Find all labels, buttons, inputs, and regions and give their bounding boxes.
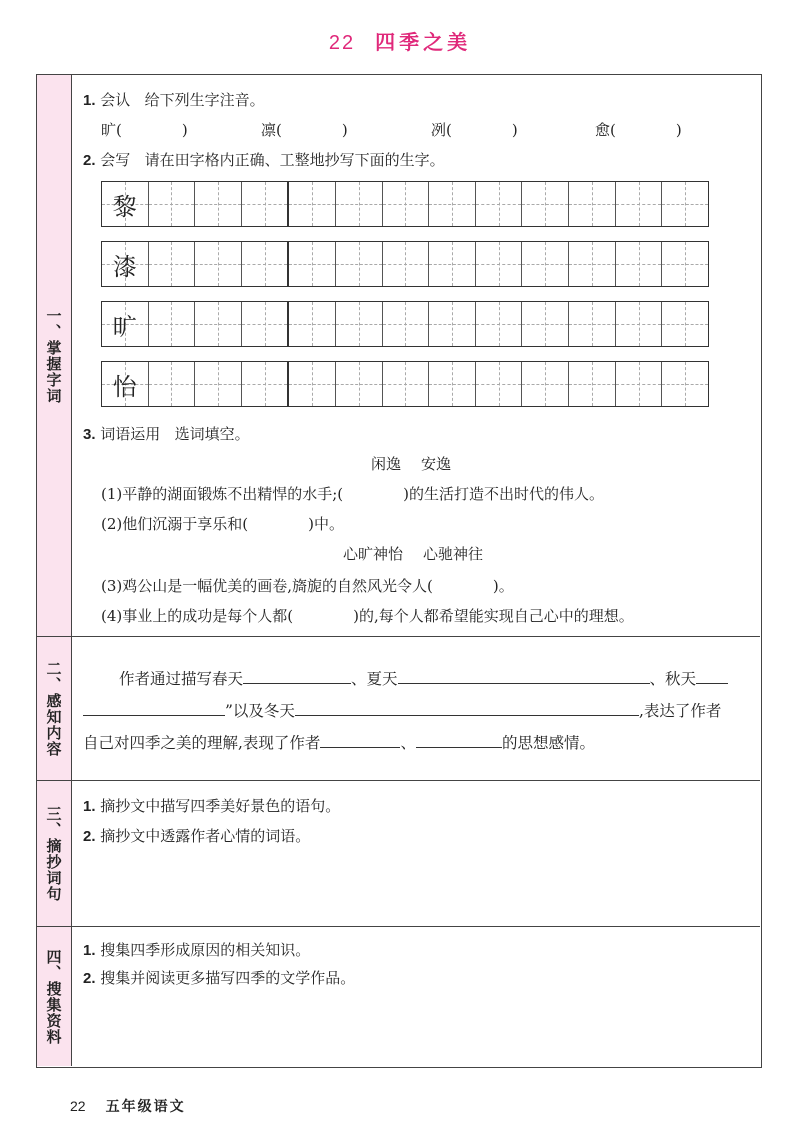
- page-number: 22: [70, 1098, 86, 1114]
- pinyin-item[interactable]: 冽( ): [431, 121, 518, 139]
- pinyin-item[interactable]: 愈( ): [595, 121, 682, 139]
- answer-line[interactable]: [416, 729, 502, 748]
- answer-line[interactable]: [295, 697, 639, 716]
- fill-sentence: (4)事业上的成功是每个人都( )的,每个人都希望能实现自己心中的理想。: [101, 607, 634, 625]
- lesson-number: 22: [328, 32, 356, 54]
- model-char: 旷: [112, 312, 137, 341]
- answer-line[interactable]: [83, 697, 225, 716]
- answer-line[interactable]: [398, 665, 650, 684]
- task-item: 1. 摘抄文中描写四季美好景色的语句。: [83, 797, 341, 815]
- fill-sentence: (2)他们沉溺于享乐和( )中。: [101, 515, 344, 533]
- question-1: 1. 会认 给下列生字注音。: [83, 91, 265, 109]
- pinyin-item[interactable]: 凛( ): [261, 121, 348, 139]
- answer-line[interactable]: [320, 729, 400, 748]
- page-footer: [70, 1096, 186, 1116]
- answer-line[interactable]: [696, 665, 728, 684]
- task-item: 1. 搜集四季形成原因的相关知识。: [83, 941, 311, 959]
- task-item: 2. 搜集并阅读更多描写四季的文学作品。: [83, 969, 356, 987]
- section-vocabulary: [37, 75, 760, 637]
- lesson-title: 四季之美: [375, 30, 472, 54]
- word-choices: 闲逸 安逸: [371, 455, 452, 473]
- answer-line[interactable]: [243, 665, 351, 684]
- section-label: 三、摘抄词句: [37, 781, 72, 926]
- model-char: 漆: [112, 252, 137, 281]
- model-char: 怡: [112, 372, 137, 401]
- word-choices: 心旷神怡 心驰神往: [343, 545, 484, 563]
- fill-sentence: (1)平静的湖面锻炼不出精悍的水手;( )的生活打造不出时代的伟人。: [101, 485, 605, 503]
- summary-paragraph: 作者通过描写春天 、夏天 、秋天 ”以及冬天 ,表达了作者 自己对四季之美的理解,表现了作者 、 的思想感情。: [117, 663, 752, 759]
- section-label: 一、掌握字词: [37, 75, 72, 636]
- section-research: [37, 927, 760, 1066]
- section-excerpts: [37, 781, 760, 927]
- page-title: [0, 26, 800, 55]
- fill-sentence: (3)鸡公山是一幅优美的画卷,旖旎的自然风光令人( )。: [101, 577, 514, 595]
- section-comprehension: [37, 637, 760, 781]
- section-label: 二、感知内容: [37, 637, 72, 780]
- pinyin-item[interactable]: 旷( ): [101, 121, 188, 139]
- question-3: 3. 词语运用 选词填空。: [83, 425, 250, 443]
- model-char: 黎: [112, 192, 137, 221]
- section-label: 四、搜集资料: [37, 927, 72, 1066]
- worksheet: [36, 74, 762, 1068]
- grade-subject: 五年级语文: [105, 1099, 186, 1115]
- question-2: 2. 会写 请在田字格内正确、工整地抄写下面的生字。: [83, 151, 445, 169]
- task-item: 2. 摘抄文中透露作者心情的词语。: [83, 827, 311, 845]
